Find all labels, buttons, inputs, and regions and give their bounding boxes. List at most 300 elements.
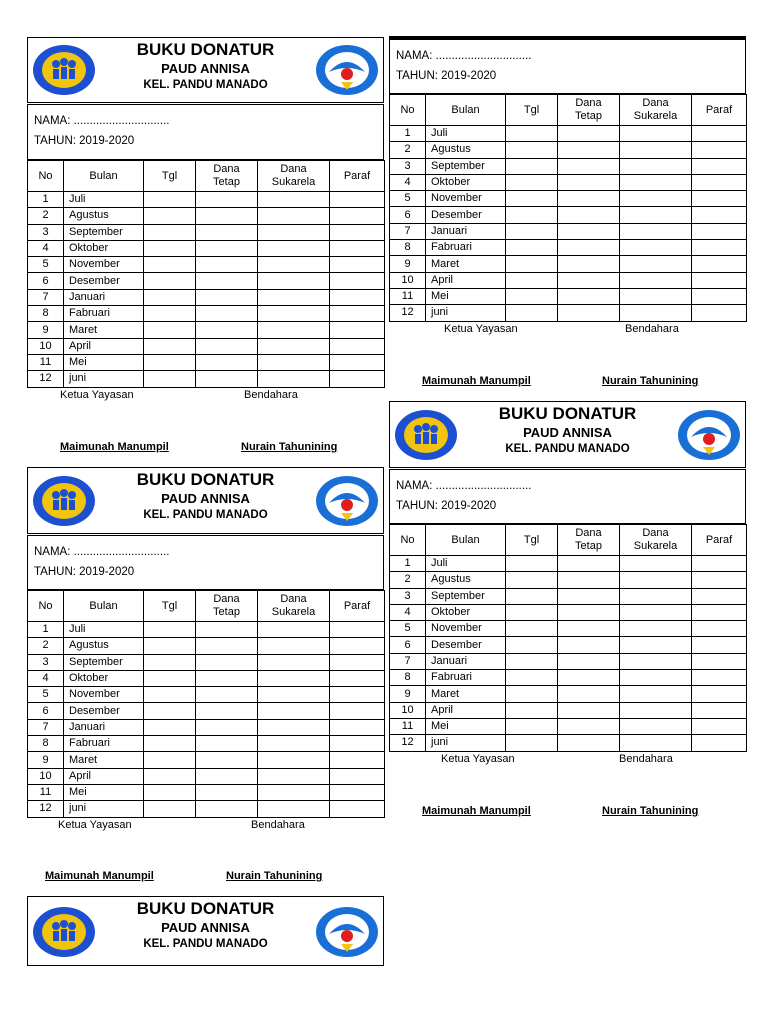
row-bulan: Desember (426, 207, 506, 223)
card-title: BUKU DONATUR (136, 470, 275, 489)
row-no: 7 (390, 653, 426, 669)
card-c-table (389, 524, 747, 752)
row-paraf (692, 572, 747, 588)
row-no: 4 (390, 604, 426, 620)
row-paraf (692, 637, 747, 653)
row-dana-tetap (196, 784, 258, 800)
row-bulan: September (426, 588, 506, 604)
row-tgl (506, 191, 558, 207)
header-dana-sukarela: Dana Sukarela (620, 525, 692, 556)
bendahara-name: Nurain Tahunining (241, 441, 338, 453)
row-bulan: Mei (64, 784, 144, 800)
row-bulan: Januari (64, 289, 144, 305)
row-dana-tetap (558, 126, 620, 142)
row-no: 7 (28, 719, 64, 735)
row-tgl (144, 801, 196, 817)
row-bulan: Agustus (64, 208, 144, 224)
row-tgl (144, 752, 196, 768)
ketua-label: Ketua Yayasan (58, 819, 132, 831)
row-dana-tetap (196, 752, 258, 768)
row-tgl (144, 192, 196, 208)
row-dana-tetap (196, 638, 258, 654)
row-tgl (144, 338, 196, 354)
table-row (390, 588, 747, 604)
row-tgl (506, 142, 558, 158)
card-d-header (27, 467, 384, 534)
row-dana-tetap (558, 191, 620, 207)
row-no: 2 (28, 208, 64, 224)
header-paraf: Paraf (692, 95, 747, 126)
row-tgl (506, 702, 558, 718)
row-tgl (506, 686, 558, 702)
row-dana-tetap (558, 686, 620, 702)
table-row (390, 142, 747, 158)
row-bulan: Maret (64, 752, 144, 768)
row-bulan: Agustus (64, 638, 144, 654)
row-dana-tetap (558, 240, 620, 256)
row-dana-tetap (196, 371, 258, 387)
row-dana-sukarela (620, 272, 692, 288)
card-address: KEL. PANDU MANADO (143, 79, 268, 91)
table-header-row (390, 95, 747, 126)
row-paraf (330, 192, 385, 208)
row-no: 9 (390, 686, 426, 702)
row-dana-tetap (558, 207, 620, 223)
row-paraf (692, 621, 747, 637)
table-row (28, 257, 385, 273)
row-bulan: Desember (64, 703, 144, 719)
row-dana-sukarela (258, 371, 330, 387)
table-row (390, 240, 747, 256)
row-dana-tetap (196, 322, 258, 338)
row-dana-sukarela (258, 768, 330, 784)
row-dana-tetap (196, 224, 258, 240)
row-tgl (506, 718, 558, 734)
row-dana-tetap (196, 338, 258, 354)
row-paraf (692, 191, 747, 207)
row-dana-sukarela (620, 174, 692, 190)
header-dana-sukarela: Dana Sukarela (620, 95, 692, 126)
nama-field: NAMA: .............................. (34, 115, 170, 127)
row-paraf (330, 768, 385, 784)
row-dana-sukarela (620, 735, 692, 751)
row-bulan: Agustus (426, 572, 506, 588)
row-no: 11 (28, 784, 64, 800)
table-header-row (390, 525, 747, 556)
row-no: 8 (28, 306, 64, 322)
row-dana-sukarela (620, 158, 692, 174)
row-dana-sukarela (258, 670, 330, 686)
row-paraf (330, 273, 385, 289)
row-paraf (692, 718, 747, 734)
bendahara-label: Bendahara (244, 389, 298, 401)
row-paraf (330, 208, 385, 224)
row-tgl (144, 240, 196, 256)
row-dana-tetap (196, 687, 258, 703)
row-bulan: November (426, 191, 506, 207)
header-tgl: Tgl (506, 95, 558, 126)
row-paraf (330, 224, 385, 240)
row-no: 5 (28, 257, 64, 273)
row-dana-tetap (196, 273, 258, 289)
row-dana-tetap (196, 801, 258, 817)
row-no: 11 (28, 354, 64, 370)
table-row (28, 638, 385, 654)
row-paraf (692, 588, 747, 604)
row-paraf (330, 622, 385, 638)
row-bulan: Oktober (426, 174, 506, 190)
row-no: 8 (28, 736, 64, 752)
row-paraf (330, 240, 385, 256)
row-tgl (144, 371, 196, 387)
row-dana-sukarela (620, 142, 692, 158)
nama-field: NAMA: .............................. (396, 50, 532, 62)
row-dana-sukarela (258, 719, 330, 735)
row-no: 6 (390, 637, 426, 653)
bendahara-label: Bendahara (251, 819, 305, 831)
table-row (28, 208, 385, 224)
row-no: 4 (28, 240, 64, 256)
row-dana-tetap (558, 718, 620, 734)
table-row (28, 801, 385, 817)
ketua-name: Maimunah Manumpil (422, 805, 531, 817)
row-bulan: Januari (426, 653, 506, 669)
row-dana-tetap (558, 588, 620, 604)
row-dana-sukarela (258, 273, 330, 289)
row-dana-sukarela (620, 604, 692, 620)
row-dana-sukarela (620, 588, 692, 604)
row-tgl (144, 719, 196, 735)
row-paraf (692, 256, 747, 272)
row-dana-sukarela (258, 687, 330, 703)
header-tgl: Tgl (506, 525, 558, 556)
table-row (390, 126, 747, 142)
tut-wuri-handayani-logo-icon (315, 475, 379, 527)
row-no: 12 (390, 735, 426, 751)
row-dana-sukarela (258, 638, 330, 654)
header-dana-tetap: Dana Tetap (558, 525, 620, 556)
row-no: 8 (390, 240, 426, 256)
header-bulan: Bulan (426, 525, 506, 556)
row-tgl (144, 322, 196, 338)
table-row (28, 338, 385, 354)
row-paraf (692, 702, 747, 718)
ketua-name: Maimunah Manumpil (60, 441, 169, 453)
table-row (390, 288, 747, 304)
card-subtitle: PAUD ANNISA (161, 491, 250, 506)
card-title: BUKU DONATUR (136, 899, 275, 918)
row-bulan: September (64, 224, 144, 240)
row-paraf (692, 223, 747, 239)
header-bulan: Bulan (64, 591, 144, 622)
bendahara-name: Nurain Tahunining (226, 870, 323, 882)
row-dana-sukarela (620, 288, 692, 304)
row-tgl (144, 354, 196, 370)
table-row (390, 174, 747, 190)
row-tgl (506, 240, 558, 256)
table-row (390, 556, 747, 572)
table-row (390, 223, 747, 239)
row-dana-tetap (558, 223, 620, 239)
row-tgl (144, 638, 196, 654)
row-tgl (506, 653, 558, 669)
row-no: 10 (390, 272, 426, 288)
row-paraf (692, 240, 747, 256)
table-row (390, 735, 747, 751)
row-no: 3 (390, 158, 426, 174)
row-no: 7 (28, 289, 64, 305)
card-b-info (389, 39, 746, 94)
row-no: 6 (28, 703, 64, 719)
row-bulan: Mei (64, 354, 144, 370)
row-dana-tetap (196, 289, 258, 305)
table-row (28, 687, 385, 703)
row-dana-sukarela (620, 305, 692, 321)
row-dana-tetap (196, 768, 258, 784)
row-dana-tetap (196, 670, 258, 686)
header-bulan: Bulan (426, 95, 506, 126)
row-tgl (506, 272, 558, 288)
card-title: BUKU DONATUR (498, 404, 637, 423)
row-dana-tetap (558, 142, 620, 158)
row-dana-tetap (196, 736, 258, 752)
row-no: 6 (390, 207, 426, 223)
row-paraf (330, 289, 385, 305)
row-dana-tetap (558, 305, 620, 321)
row-no: 12 (28, 801, 64, 817)
row-dana-tetap (558, 621, 620, 637)
row-paraf (330, 801, 385, 817)
row-dana-tetap (558, 272, 620, 288)
table-row (28, 224, 385, 240)
row-tgl (506, 223, 558, 239)
row-paraf (330, 736, 385, 752)
table-row (28, 322, 385, 338)
nama-field: NAMA: .............................. (34, 546, 170, 558)
card-subtitle: PAUD ANNISA (523, 425, 612, 440)
row-paraf (330, 687, 385, 703)
row-dana-sukarela (620, 223, 692, 239)
row-bulan: Mei (426, 718, 506, 734)
row-dana-sukarela (620, 670, 692, 686)
row-bulan: Juli (426, 556, 506, 572)
row-bulan: juni (64, 371, 144, 387)
row-bulan: Agustus (426, 142, 506, 158)
row-no: 3 (28, 654, 64, 670)
row-bulan: Mei (426, 288, 506, 304)
row-bulan: November (64, 687, 144, 703)
row-bulan: Oktober (426, 604, 506, 620)
row-dana-tetap (196, 354, 258, 370)
card-subtitle: PAUD ANNISA (161, 920, 250, 935)
tut-wuri-handayani-logo-icon (315, 44, 379, 96)
row-bulan: Januari (64, 719, 144, 735)
row-bulan: September (426, 158, 506, 174)
row-dana-sukarela (258, 322, 330, 338)
table-row (390, 207, 747, 223)
row-bulan: juni (64, 801, 144, 817)
row-tgl (144, 670, 196, 686)
row-dana-sukarela (620, 126, 692, 142)
table-row (28, 273, 385, 289)
card-d-info (27, 535, 384, 590)
row-tgl (144, 736, 196, 752)
row-tgl (144, 768, 196, 784)
row-no: 9 (28, 322, 64, 338)
row-dana-tetap (196, 192, 258, 208)
row-dana-sukarela (258, 306, 330, 322)
bendahara-name: Nurain Tahunining (602, 375, 699, 387)
row-dana-sukarela (258, 240, 330, 256)
row-bulan: November (426, 621, 506, 637)
nama-field: NAMA: .............................. (396, 480, 532, 492)
card-c-header (389, 401, 746, 468)
row-tgl (144, 622, 196, 638)
header-dana-tetap: Dana Tetap (558, 95, 620, 126)
row-dana-sukarela (258, 622, 330, 638)
header-no: No (28, 161, 64, 192)
header-paraf: Paraf (330, 161, 385, 192)
row-paraf (692, 735, 747, 751)
row-paraf (692, 142, 747, 158)
row-paraf (692, 305, 747, 321)
row-no: 12 (28, 371, 64, 387)
row-no: 3 (28, 224, 64, 240)
card-address: KEL. PANDU MANADO (505, 443, 630, 455)
card-b-table (389, 94, 747, 322)
table-row (390, 702, 747, 718)
tahun-field: TAHUN: 2019-2020 (34, 566, 135, 578)
row-no: 12 (390, 305, 426, 321)
table-row (28, 289, 385, 305)
row-dana-tetap (196, 208, 258, 224)
row-paraf (330, 784, 385, 800)
row-no: 9 (390, 256, 426, 272)
row-dana-sukarela (258, 338, 330, 354)
row-dana-tetap (558, 288, 620, 304)
row-dana-sukarela (258, 257, 330, 273)
row-no: 8 (390, 670, 426, 686)
header-bulan: Bulan (64, 161, 144, 192)
row-dana-sukarela (258, 289, 330, 305)
header-paraf: Paraf (330, 591, 385, 622)
row-no: 3 (390, 588, 426, 604)
row-no: 5 (28, 687, 64, 703)
row-paraf (330, 354, 385, 370)
table-row (28, 752, 385, 768)
row-bulan: September (64, 654, 144, 670)
table-row (28, 354, 385, 370)
row-dana-sukarela (620, 686, 692, 702)
row-paraf (692, 174, 747, 190)
row-bulan: Oktober (64, 240, 144, 256)
row-dana-sukarela (620, 718, 692, 734)
row-bulan: Juli (64, 192, 144, 208)
row-tgl (506, 288, 558, 304)
row-paraf (692, 272, 747, 288)
row-tgl (506, 207, 558, 223)
row-dana-sukarela (258, 224, 330, 240)
table-header-row (28, 161, 385, 192)
row-paraf (330, 703, 385, 719)
row-tgl (144, 784, 196, 800)
row-tgl (144, 224, 196, 240)
card-a-info (27, 104, 384, 160)
table-row (28, 736, 385, 752)
bendahara-label: Bendahara (619, 753, 673, 765)
row-no: 1 (390, 556, 426, 572)
row-paraf (330, 338, 385, 354)
row-dana-tetap (196, 622, 258, 638)
ketua-label: Ketua Yayasan (60, 389, 134, 401)
table-row (28, 768, 385, 784)
row-no: 11 (390, 288, 426, 304)
row-dana-tetap (558, 604, 620, 620)
table-row (390, 637, 747, 653)
row-bulan: Desember (426, 637, 506, 653)
card-subtitle: PAUD ANNISA (161, 61, 250, 76)
row-paraf (692, 207, 747, 223)
row-no: 10 (390, 702, 426, 718)
table-row (28, 703, 385, 719)
row-bulan: Januari (426, 223, 506, 239)
row-tgl (144, 289, 196, 305)
row-dana-tetap (558, 158, 620, 174)
card-d-table (27, 590, 385, 818)
row-paraf (692, 653, 747, 669)
row-bulan: April (426, 702, 506, 718)
row-tgl (144, 208, 196, 224)
row-dana-tetap (558, 556, 620, 572)
row-tgl (144, 687, 196, 703)
table-row (390, 572, 747, 588)
header-no: No (390, 525, 426, 556)
row-dana-tetap (558, 256, 620, 272)
row-no: 10 (28, 338, 64, 354)
card-a-table (27, 160, 385, 388)
row-dana-tetap (196, 240, 258, 256)
header-dana-sukarela: Dana Sukarela (258, 591, 330, 622)
row-bulan: Fabruari (426, 240, 506, 256)
table-row (390, 621, 747, 637)
table-row (28, 240, 385, 256)
table-header-row (28, 591, 385, 622)
header-no: No (390, 95, 426, 126)
row-dana-sukarela (258, 654, 330, 670)
tahun-field: TAHUN: 2019-2020 (396, 70, 497, 82)
table-row (390, 272, 747, 288)
row-tgl (506, 256, 558, 272)
table-row (28, 784, 385, 800)
table-row (390, 158, 747, 174)
tahun-field: TAHUN: 2019-2020 (34, 135, 135, 147)
row-paraf (692, 604, 747, 620)
table-row (390, 191, 747, 207)
row-tgl (506, 572, 558, 588)
header-tgl: Tgl (144, 591, 196, 622)
row-no: 6 (28, 273, 64, 289)
row-dana-sukarela (620, 556, 692, 572)
row-no: 2 (390, 142, 426, 158)
row-paraf (692, 288, 747, 304)
row-dana-tetap (196, 306, 258, 322)
row-no: 2 (28, 638, 64, 654)
row-no: 10 (28, 768, 64, 784)
row-dana-tetap (558, 702, 620, 718)
header-dana-tetap: Dana Tetap (196, 161, 258, 192)
row-dana-sukarela (258, 208, 330, 224)
row-paraf (692, 670, 747, 686)
